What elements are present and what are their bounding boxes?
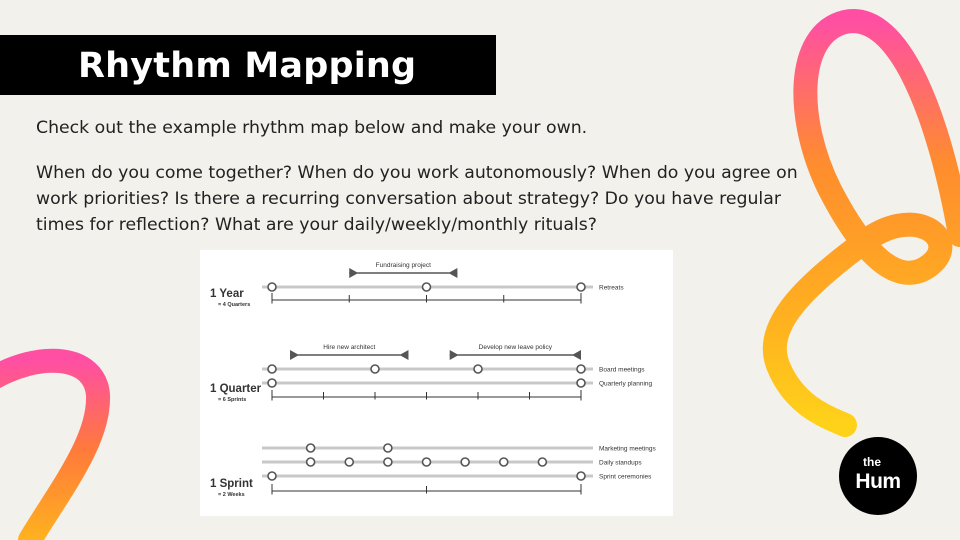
rhythm-label: Daily standups [599,459,642,467]
project-label: Fundraising project [375,262,431,269]
rhythm-event [268,472,276,480]
rhythm-event [461,458,469,466]
swirl-left [0,361,98,540]
slide-title: Rhythm Mapping [78,46,417,86]
rhythm-event [577,379,585,387]
rhythm-map [200,250,673,516]
title-bar [0,35,496,95]
scale-label: 1 Sprint [210,478,253,490]
rhythm-event [384,444,392,452]
scale-label: 1 Quarter [210,383,262,395]
logo-line2: Hum [855,470,901,493]
rhythm-event [307,444,315,452]
project-label: Hire new architect [323,344,376,351]
project-label: Develop new leave policy [478,344,553,351]
scale-sublabel: = 4 Quarters [218,302,251,308]
rhythm-label: Marketing meetings [599,445,656,453]
rhythm-event [577,472,585,480]
rhythm-event [307,458,315,466]
project-end-arrow [399,350,408,360]
project-start-arrow [450,350,459,360]
rhythm-event [268,379,276,387]
rhythm-event [268,283,276,291]
rhythm-event [474,365,482,373]
rhythm-event [538,458,546,466]
rhythm-event [371,365,379,373]
rhythm-event [577,365,585,373]
scale-sublabel: = 6 Sprints [218,397,247,403]
project-end-arrow [572,350,581,360]
rhythm-label: Board meetings [599,366,645,374]
rhythm-map-svg [200,250,673,516]
rhythm-label: Sprint ceremonies [599,473,652,481]
rhythm-event [268,365,276,373]
rhythm-label: Retreats [599,284,624,292]
rhythm-label: Quarterly planning [599,380,653,388]
project-start-arrow [290,350,299,360]
questions-text: When do you come together? When do you work autonomously? When do you agree on work priorities? Is there a recurring conversation about strategy? Do you have regular times for reflection? What are your daily/weekly/monthly rituals? [36,163,798,235]
scale-sublabel: = 2 Weeks [218,492,245,498]
the-hum-logo [839,437,917,515]
rhythm-event [577,283,585,291]
scale-label: 1 Year [210,288,244,300]
rhythm-event [345,458,353,466]
project-start-arrow [349,268,358,278]
project-end-arrow [448,268,457,278]
rhythm-event [384,458,392,466]
rhythm-event [423,458,431,466]
logo-line1: the [863,455,881,469]
rhythm-event [500,458,508,466]
intro-text: Check out the example rhythm map below and make your own. [36,118,588,138]
rhythm-event [423,283,431,291]
